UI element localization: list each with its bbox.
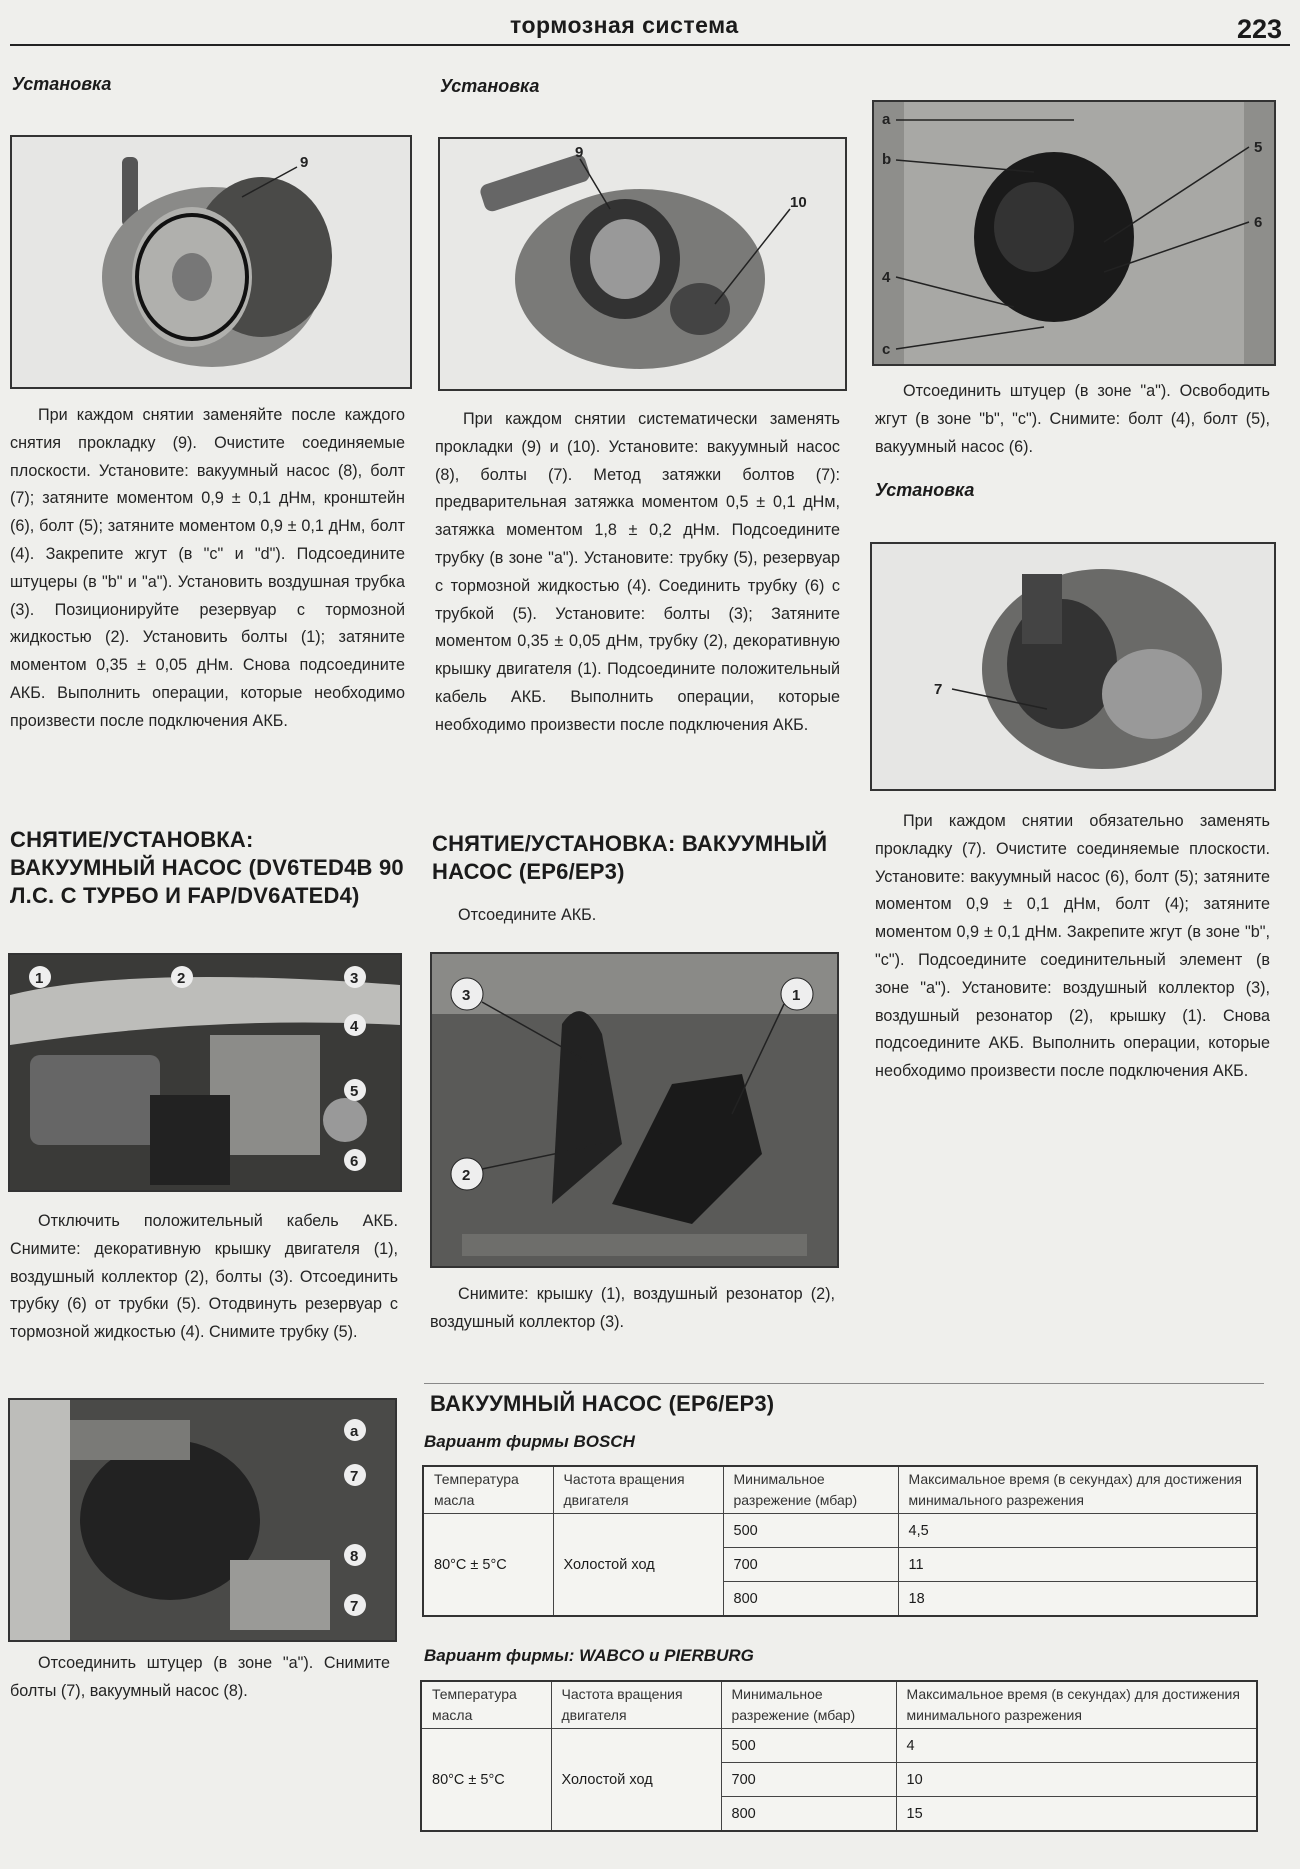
col1-install-heading: Установка [12,74,112,94]
col1-paragraph-2: Отключить положительный кабель АКБ. Снимите: декоративную крышку двигателя (1), воздушный коллектор (2), болты (3). Отсоединить трубку (6) от трубки (5). Отодвинуть резервуар с тормозной жидкостью (4). Снимите трубку (5). [10,1212,398,1342]
col2-paragraph-2: Снимите: крышку (1), воздушный резонатор (2), воздушный коллектор (3). [430,1285,835,1331]
callout-3: 3 [350,970,359,987]
callout-c: c [882,341,891,358]
cell-speed: Холостой ход [551,1729,721,1832]
callout-5: 5 [1254,139,1263,156]
table-section-rule [424,1383,1264,1384]
cell-time: 10 [896,1763,1257,1797]
col2-paragraph-1: При каждом снятии систематически заменять прокладки (9) и (10). Установите: вакуумный насос (8), болты (7). Метод затяжки болтов (7): предварительная затяжка моментом 0,5 ± 0,1 дНм, затяжка моментом 1,8 ± 0,2 дНм. Подсоедините трубку (в зоне "a"). Установите: трубку (5), резервуар с тормозной жидкостью (4). Соединить трубку (6) с трубкой (5). Установите: болты (3); Затяните моментом 0,35 ± 0,05 дНм, трубку (2), декоративную крышку двигателя (1). Подсоедините положительный кабель АКБ. Выполнить операции, которые необходимо произвести после подключения АКБ. [435,410,840,734]
callout-5: 5 [350,1083,359,1100]
callout-1: 1 [792,987,801,1004]
pump-location-illustration [10,1400,395,1640]
cell-time: 11 [898,1548,1257,1582]
col3-photo-pump-gasket [870,542,1276,791]
pump-gasket-illustration [872,544,1274,789]
table-row [421,1729,1257,1763]
cell-vacuum: 500 [721,1729,896,1763]
callout-a: a [350,1423,359,1440]
header-min-vacuum: Минимальное разрежение (мбар) [721,1681,896,1729]
col3-paragraph-2: При каждом снятии обязательно заменять прокладку (7). Очистите соединяемые плоскости. Установите: вакуумный насос (6), болт (5); затяните моментом 0,9 ± 0,1 дНм, болт (4); затяните моментом 0,9 ± 0,1 дНм. Закрепите жгут (в зоне "b", "c"). Подсоедините соединительный элемент (в зоне "a"). Установите: воздушный коллектор (3), воздушный резонатор (2), крышку (1). Снова подсоедините АКБ. Выполнить операции, которые необходимо произвести после подключения АКБ. [875,812,1270,1081]
wabco-spec-table [420,1680,1258,1832]
cell-vacuum: 700 [721,1763,896,1797]
callout-6: 6 [1254,214,1263,231]
table-header-row [423,1466,1257,1514]
callout-1: 1 [35,970,44,987]
col3-install-heading: Установка [875,480,975,500]
header-oil-temp: Температура масла [421,1681,551,1729]
callout-b: b [882,151,892,168]
pump-installed-illustration [874,102,1274,364]
cell-vacuum: 700 [723,1548,898,1582]
cell-speed: Холостой ход [553,1514,723,1617]
cell-vacuum: 500 [723,1514,898,1548]
header-max-time: Максимальное время (в секундах) для достижения минимального разрежения [896,1681,1257,1729]
cell-time: 18 [898,1582,1257,1617]
col1-paragraph-3: Отсоединить штуцер (в зоне "a"). Снимите болты (7), вакуумный насос (8). [10,1654,390,1700]
cell-time: 4 [896,1729,1257,1763]
table-section-heading: ВАКУУМНЫЙ НАСОС (EP6/EP3) [430,1391,775,1416]
vacuum-pump-illustration [12,137,410,387]
col2-photo-engine-cover [430,952,839,1268]
callout-9: 9 [300,154,309,171]
col1-photo-pump-location [8,1398,397,1642]
engine-bay-illustration [10,955,400,1190]
col1-photo-engine-bay [8,953,402,1192]
col3-photo-pump-installed [872,100,1276,366]
vacuum-pump-ep6-illustration [440,139,845,389]
col1-paragraph-1: При каждом снятии заменяйте после каждого снятия прокладку (9). Очистите соединяемые плоскости. Установите: вакуумный насос (8), болт (7); затяните моментом 0,9 ± 0,1 дНм, кронштейн (6), болт (5); затяните моментом 0,9 ± 0,1 дНм, болт (4). Закрепите жгут (в "c" и "d"). Подсоедините штуцеры (в "b" и "a"). Установить воздушная трубка (3). Позиционируйте резервуар с тормозной жидкостью (2). Установить болты (1); затяните моментом 0,35 ± 0,05 дНм. Снова подсоедините АКБ. Выполнить операции, которые необходимо произвести после подключения АКБ. [10,406,405,730]
col2-photo-vacuum-pump [438,137,847,391]
section-title: тормозная система [510,12,739,38]
engine-cover-illustration [432,954,837,1266]
cell-time: 15 [896,1797,1257,1832]
cell-time: 4,5 [898,1514,1257,1548]
header-engine-speed: Частота вращения двигателя [553,1466,723,1514]
col2-disconnect-text: Отсоедините АКБ. [458,906,597,924]
col2-install-heading: Установка [440,76,540,96]
callout-8: 8 [350,1548,359,1565]
col3-paragraph-1: Отсоединить штуцер (в зоне "a"). Освободить жгут (в зоне "b", "c"). Снимите: болт (4), болт (5), вакуумный насос (6). [875,382,1270,456]
header-oil-temp: Температура масла [423,1466,553,1514]
callout-6: 6 [350,1153,359,1170]
cell-temp: 80°C ± 5°C [421,1729,551,1832]
cell-vacuum: 800 [721,1797,896,1832]
col1-section-heading: СНЯТИЕ/УСТАНОВКА: ВАКУУМНЫЙ НАСОС (DV6TED4B 90 Л.С. С ТУРБО И FAP/DV6ATED4) [10,827,404,908]
callout-7-upper: 7 [350,1468,359,1485]
header-max-time: Максимальное время (в секундах) для достижения минимального разрежения [898,1466,1257,1514]
callout-4: 4 [882,269,891,286]
callout-a: a [882,111,891,128]
cell-vacuum: 800 [723,1582,898,1617]
callout-10: 10 [790,194,807,211]
callout-4: 4 [350,1018,359,1035]
table-header-row [421,1681,1257,1729]
cell-temp: 80°C ± 5°C [423,1514,553,1617]
bosch-spec-table [422,1465,1258,1617]
header-min-vacuum: Минимальное разрежение (мбар) [723,1466,898,1514]
header-engine-speed: Частота вращения двигателя [551,1681,721,1729]
wabco-table-title: Вариант фирмы: WABCO и PIERBURG [424,1646,754,1665]
bosch-table-title: Вариант фирмы BOSCH [424,1432,635,1451]
table-row [423,1514,1257,1548]
callout-2: 2 [462,1167,471,1184]
callout-7: 7 [934,681,943,698]
callout-2: 2 [177,970,186,987]
callout-3: 3 [462,987,471,1004]
callout-9: 9 [575,144,584,161]
col1-photo-vacuum-pump [10,135,412,389]
page-number: 223 [1236,14,1282,44]
callout-7-lower: 7 [350,1598,359,1615]
header-rule [10,44,1290,46]
col2-section-heading: СНЯТИЕ/УСТАНОВКА: ВАКУУМНЫЙ НАСОС (EP6/EP3) [432,831,828,884]
